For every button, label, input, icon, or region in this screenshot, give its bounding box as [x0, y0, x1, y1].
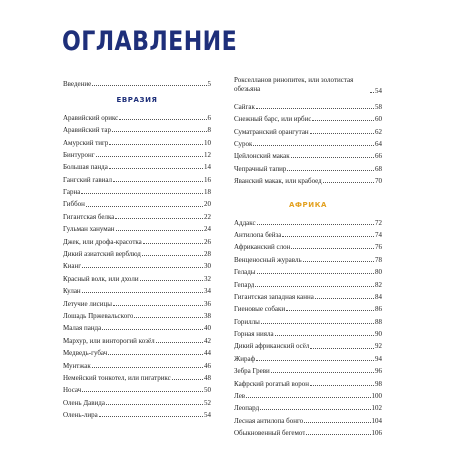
toc-entry[interactable]: [63, 394, 211, 406]
toc-entry-page: 32: [204, 274, 211, 283]
toc-entry-name: Лесная антилопа бонго: [234, 416, 304, 425]
toc-entry[interactable]: [234, 363, 382, 375]
toc-entry[interactable]: [63, 221, 211, 233]
toc-entry[interactable]: [63, 184, 211, 196]
dot-leader: [113, 305, 203, 306]
toc-entry-name: Яванский макак, или крабоед: [234, 177, 322, 186]
toc-entry[interactable]: [234, 375, 382, 387]
dot-leader: [82, 391, 203, 392]
toc-entry-name: Венценосный журавль: [234, 255, 302, 264]
dot-leader: [246, 397, 370, 398]
toc-entry-page: 40: [204, 324, 211, 333]
toc-entry[interactable]: [63, 171, 211, 183]
toc-entry-page: 22: [204, 212, 211, 221]
dot-leader: [286, 310, 374, 311]
toc-entry[interactable]: [63, 357, 211, 369]
toc-entry-page: 102: [371, 404, 382, 413]
dot-leader: [140, 280, 203, 281]
toc-list-eurasia-right: [234, 76, 382, 185]
toc-list-eurasia-left: [63, 109, 211, 419]
toc-entry-page: 80: [375, 268, 382, 277]
toc-entry-name: Немейский тонкотел, или пигатрикс: [63, 373, 171, 382]
toc-entry-name: Аравийский тар: [63, 126, 111, 135]
toc-entry-page: 50: [204, 386, 211, 395]
toc-entry-page: 10: [204, 138, 211, 147]
toc-entry[interactable]: [63, 345, 211, 357]
toc-entry-name: Гульман хануман: [63, 225, 115, 234]
toc-entry[interactable]: [63, 320, 211, 332]
toc-entry-page: 34: [204, 287, 211, 296]
toc-entry[interactable]: [234, 239, 382, 251]
toc-entry-name: Чепрачный тапир: [234, 164, 287, 173]
dot-leader: [260, 409, 370, 410]
toc-entry-page: 76: [375, 243, 382, 252]
dot-leader: [96, 156, 203, 157]
toc-entry-name: Лев: [234, 392, 246, 401]
toc-entry-page: 94: [375, 354, 382, 363]
toc-entry-name: Горная нияла: [234, 330, 274, 339]
toc-entry-name: Рокселланов ринопитек, или золотистая обезьяна: [234, 76, 354, 94]
toc-entry-name: Летучие лисицы: [63, 299, 112, 308]
toc-entry[interactable]: [234, 412, 382, 424]
toc-entry-page: 44: [204, 349, 211, 358]
toc-entry-page: 104: [371, 416, 382, 425]
toc-entry-name: Кианг: [63, 262, 82, 271]
toc-entry-name: Дикий африканский осёл: [234, 342, 310, 351]
toc-entry-name: Лошадь Пржевальского: [63, 311, 134, 320]
toc-entry-page: 6: [207, 113, 211, 122]
toc-entry-page: 62: [375, 127, 382, 136]
toc-entry-name: Мунтжак: [63, 361, 91, 370]
toc-entry-intro[interactable]: [63, 76, 211, 88]
toc-entry-page: 14: [204, 163, 211, 172]
toc-right-column: [234, 76, 382, 437]
toc-entry-page: 12: [204, 150, 211, 159]
toc-entry[interactable]: [234, 98, 382, 110]
toc-entry-page: 98: [375, 379, 382, 388]
toc-entry[interactable]: [63, 295, 211, 307]
toc-entry-name: Бинтуронг: [63, 150, 95, 159]
dot-leader: [86, 206, 203, 207]
dot-leader: [256, 108, 374, 109]
toc-entry-name: Кулан: [63, 287, 81, 296]
dot-leader: [113, 181, 203, 182]
toc-entry[interactable]: [63, 134, 211, 146]
toc-entry[interactable]: [234, 214, 382, 226]
dot-leader: [257, 224, 374, 225]
toc-entry[interactable]: [63, 233, 211, 245]
toc-entry-page: 84: [375, 292, 382, 301]
toc-entry[interactable]: [63, 209, 211, 221]
toc-left-column: [63, 76, 211, 419]
toc-entry-page: 28: [204, 250, 211, 259]
toc-entry-name: Аддакс: [234, 218, 256, 227]
toc-entry-page: 42: [204, 336, 211, 345]
toc-entry[interactable]: [234, 160, 382, 172]
dot-leader: [287, 170, 374, 171]
toc-entry-page: 30: [204, 262, 211, 271]
toc-entry-name: Кафрский рогатый ворон: [234, 379, 310, 388]
toc-entry[interactable]: [63, 109, 211, 121]
dot-leader: [116, 230, 203, 231]
dot-leader: [115, 218, 203, 219]
toc-entry-page: 72: [375, 218, 382, 227]
toc-entry[interactable]: [234, 338, 382, 350]
toc-entry[interactable]: [234, 136, 382, 148]
toc-entry-page: 60: [375, 115, 382, 124]
toc-entry-page: 26: [204, 237, 211, 246]
toc-entry[interactable]: [234, 301, 382, 313]
toc-entry-page: 48: [204, 373, 211, 382]
toc-list-africa: [234, 214, 382, 437]
dot-leader: [82, 267, 203, 268]
toc-entry-page: 52: [204, 398, 211, 407]
toc-entry-page: 8: [207, 126, 211, 135]
toc-entry-name: Дикий азиатский верблюд: [63, 250, 141, 259]
toc-entry-name: Гарна: [63, 188, 81, 197]
dot-leader: [370, 92, 374, 93]
toc-entry-name: Гигантская белка: [63, 212, 115, 221]
dot-leader: [282, 236, 374, 237]
toc-entry-name: Медведь-губач: [63, 349, 108, 358]
toc-entry-name: Олень Давида: [63, 398, 105, 407]
toc-entry-name: Сурок: [234, 139, 253, 148]
toc-entry-page: 16: [204, 175, 211, 184]
toc-entry[interactable]: [234, 148, 382, 160]
dot-leader: [92, 85, 206, 86]
dot-leader: [143, 243, 203, 244]
toc-entry-page: 106: [371, 429, 382, 438]
toc-entry-name: Амурский тигр: [63, 138, 109, 147]
toc-entry-name: Жираф: [234, 354, 256, 363]
dot-leader: [119, 119, 206, 120]
toc-entry-page: 18: [204, 188, 211, 197]
toc-entry[interactable]: [234, 400, 382, 412]
toc-entry-page: 58: [375, 102, 382, 111]
dot-leader: [291, 157, 374, 158]
dot-leader: [256, 360, 374, 361]
toc-entry[interactable]: [63, 147, 211, 159]
toc-entry-name: Сайгак: [234, 102, 255, 111]
toc-entry-name: Леопард: [234, 404, 260, 413]
dot-leader: [312, 120, 374, 121]
toc-entry[interactable]: [63, 382, 211, 394]
toc-entry-name: Мархур, или винторогий козёл: [63, 336, 155, 345]
dot-leader: [81, 193, 203, 194]
toc-entry-page: 54: [204, 411, 211, 420]
toc-entry[interactable]: [63, 332, 211, 344]
toc-entry-name: Гепард: [234, 280, 255, 289]
toc-entry[interactable]: [234, 289, 382, 301]
toc-entry-page: 54: [375, 86, 382, 95]
toc-entry[interactable]: [234, 425, 382, 437]
toc-entry-name: Африканский слон: [234, 243, 291, 252]
toc-entry-page: 5: [207, 80, 211, 89]
toc-entry-page: 66: [375, 152, 382, 161]
toc-entry-page: 68: [375, 164, 382, 173]
dot-leader: [303, 261, 374, 262]
toc-entry-name: Гигантская западная канна: [234, 292, 314, 301]
toc-entry[interactable]: [63, 196, 211, 208]
toc-entry-name: Цейлонский макак: [234, 152, 290, 161]
dot-leader: [142, 255, 203, 256]
dot-leader: [323, 182, 374, 183]
toc-entry[interactable]: [234, 76, 382, 95]
section-heading-eurasia: ЕВРАЗИЯ: [116, 96, 158, 105]
toc-entry-page: 46: [204, 361, 211, 370]
toc-entry-name: Аравийский орикс: [63, 113, 119, 122]
dot-leader: [109, 144, 203, 145]
dot-leader: [102, 329, 203, 330]
dot-leader: [275, 335, 374, 336]
toc-entry[interactable]: [234, 276, 382, 288]
toc-entry-name: Зебра Греви: [234, 367, 270, 376]
dot-leader: [99, 416, 203, 417]
dot-leader: [134, 317, 203, 318]
dot-leader: [255, 286, 374, 287]
dot-leader: [109, 168, 203, 169]
toc-entry[interactable]: [234, 173, 382, 185]
toc-entry-page: 96: [375, 367, 382, 376]
toc-entry-page: 92: [375, 342, 382, 351]
toc-entry[interactable]: [63, 283, 211, 295]
toc-entry[interactable]: [234, 123, 382, 135]
toc-entry-name: Большая панда: [63, 163, 108, 172]
toc-entry[interactable]: [234, 227, 382, 239]
dot-leader: [310, 348, 374, 349]
toc-entry[interactable]: [234, 313, 382, 325]
dot-leader: [306, 434, 370, 435]
toc-entry-name: Гангский гавиал: [63, 175, 113, 184]
dot-leader: [92, 367, 203, 368]
dot-leader: [172, 379, 203, 380]
toc-entry[interactable]: [63, 122, 211, 134]
toc-entry[interactable]: [63, 246, 211, 258]
toc-entry-name: Гелады: [234, 268, 256, 277]
dot-leader: [310, 385, 374, 386]
toc-entry-name: Введение: [63, 80, 92, 89]
toc-entry-name: Олень-лира: [63, 411, 98, 420]
dot-leader: [112, 131, 207, 132]
dot-leader: [253, 145, 374, 146]
toc-entry[interactable]: [63, 407, 211, 419]
toc-entry-name: Снежный барс, или ирбис: [234, 115, 312, 124]
section-heading-africa: АФРИКА: [288, 201, 328, 210]
dot-leader: [261, 323, 374, 324]
toc-entry-page: 70: [375, 177, 382, 186]
toc-entry[interactable]: [63, 370, 211, 382]
toc-entry-name: Красный волк, или дхоли: [63, 274, 139, 283]
dot-leader: [106, 404, 203, 405]
dot-leader: [156, 342, 203, 343]
toc-entry-name: Антилопа бейза: [234, 230, 282, 239]
dot-leader: [271, 372, 374, 373]
toc-entry-name: Обыкновенный бегемот: [234, 429, 306, 438]
dot-leader: [304, 422, 370, 423]
toc-entry-page: 20: [204, 200, 211, 209]
toc-entry[interactable]: [63, 159, 211, 171]
toc-entry-name: Гиббон: [63, 200, 85, 209]
page-title: ОГЛАВЛЕНИЕ: [62, 26, 238, 57]
toc-entry-name: Джек, или дрофа-красотка: [63, 237, 142, 246]
toc-entry-page: 100: [371, 392, 382, 401]
toc-entry[interactable]: [234, 326, 382, 338]
toc-entry-page: 82: [375, 280, 382, 289]
toc-entry-page: 38: [204, 311, 211, 320]
toc-entry-page: 78: [375, 255, 382, 264]
dot-leader: [315, 298, 374, 299]
toc-entry-name: Малая панда: [63, 324, 102, 333]
toc-entry-page: 24: [204, 225, 211, 234]
toc-entry-page: 90: [375, 330, 382, 339]
dot-leader: [257, 273, 375, 274]
toc-entry[interactable]: [234, 111, 382, 123]
toc-entry-name: Гиеновые собаки: [234, 305, 286, 314]
dot-leader: [108, 354, 203, 355]
toc-entry-page: 36: [204, 299, 211, 308]
dot-leader: [82, 292, 203, 293]
toc-entry[interactable]: [63, 308, 211, 320]
dot-leader: [310, 133, 374, 134]
toc-entry[interactable]: [63, 270, 211, 282]
toc-entry-name: Суматранский орангутан: [234, 127, 309, 136]
toc-entry-page: 86: [375, 305, 382, 314]
toc-entry[interactable]: [234, 351, 382, 363]
toc-entry-page: 74: [375, 230, 382, 239]
toc-entry[interactable]: [234, 388, 382, 400]
toc-entry-name: Гориллы: [234, 317, 260, 326]
toc-entry[interactable]: [63, 258, 211, 270]
toc-entry[interactable]: [234, 251, 382, 263]
toc-entry-page: 64: [375, 139, 382, 148]
toc-entry-name: Носач: [63, 386, 82, 395]
dot-leader: [291, 248, 374, 249]
toc-entry[interactable]: [234, 264, 382, 276]
toc-entry-page: 88: [375, 317, 382, 326]
